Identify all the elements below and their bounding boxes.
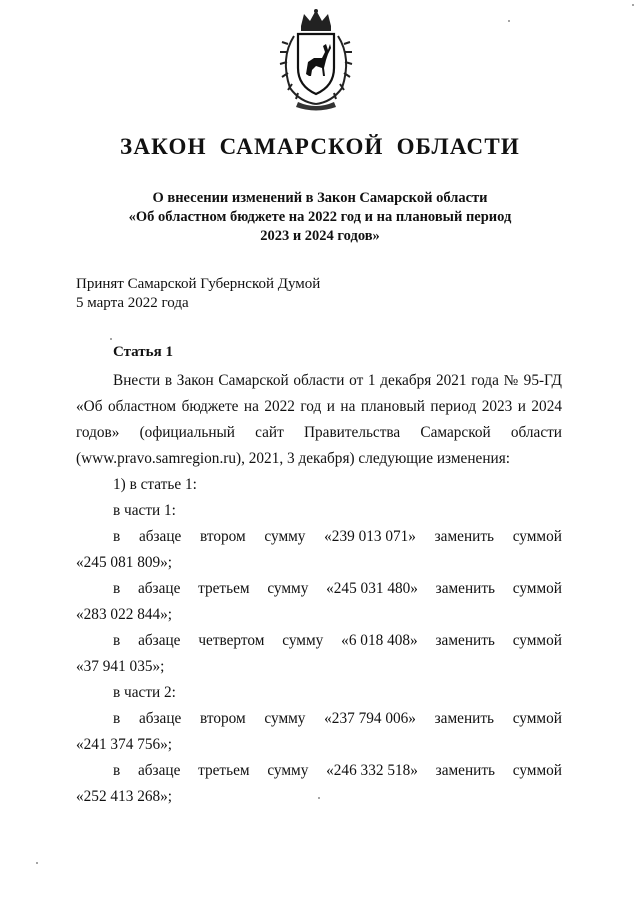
- word: сумму: [267, 580, 309, 597]
- word: в: [113, 528, 121, 545]
- word: суммой: [512, 580, 562, 597]
- word: суммой: [512, 632, 562, 649]
- word: абзаце: [138, 632, 181, 649]
- word: сумму: [264, 528, 306, 545]
- word: абзаце: [137, 762, 181, 779]
- intro-line: Внести в Закон Самарской области от 1 декабря 2021 года: [113, 372, 499, 389]
- item-1: 1) в статье 1:: [113, 476, 197, 493]
- intro-line: 2023 и 2024 годов» (официальный сайт Правительства Самарской области: [76, 398, 562, 441]
- new-amount: «283 022 844»;: [76, 606, 173, 623]
- adoption-date: 5 марта 2022 года: [76, 295, 189, 311]
- scan-speck: [508, 20, 510, 22]
- word: третьем: [198, 762, 250, 779]
- change-item: [76, 576, 562, 628]
- change-line: [76, 628, 562, 654]
- change-line: [76, 758, 562, 784]
- intro-line: № 95-ГД «Об областном бюджете на 2022 год и на плановый период: [76, 372, 562, 415]
- word: в: [113, 762, 121, 779]
- change-item: [76, 706, 562, 758]
- word: втором: [200, 528, 246, 545]
- adoption-info: [76, 275, 320, 313]
- word: сумму: [264, 710, 306, 727]
- part-1-heading: в части 1:: [113, 502, 176, 519]
- new-amount: «241 374 756»;: [76, 736, 173, 753]
- scan-speck: [318, 797, 320, 799]
- part-2-heading: в части 2:: [113, 684, 176, 701]
- change-line: [76, 706, 562, 732]
- word: втором: [200, 710, 246, 727]
- intro-paragraph: [76, 368, 562, 472]
- old-amount: «237 794 006»: [324, 710, 416, 727]
- adoption-body: Принят Самарской Губернской Думой: [76, 276, 321, 292]
- word: абзаце: [138, 710, 182, 727]
- word: заменить: [434, 528, 494, 545]
- scan-speck: [632, 4, 634, 6]
- old-amount: «246 332 518»: [326, 762, 418, 779]
- word: заменить: [435, 632, 495, 649]
- word: в: [113, 580, 121, 597]
- new-amount: «252 413 268»;: [76, 788, 173, 805]
- word: суммой: [512, 710, 562, 727]
- subtitle-line: «Об областном бюджете на 2022 год и на плановый период: [128, 209, 512, 225]
- new-amount: «245 081 809»;: [76, 554, 173, 571]
- change-item: [76, 758, 562, 810]
- word: третьем: [198, 580, 250, 597]
- new-amount: «37 941 035»;: [76, 658, 165, 675]
- word: заменить: [434, 710, 494, 727]
- word: сумму: [267, 762, 309, 779]
- article-title: Статья 1: [113, 344, 173, 360]
- subtitle-line: О внесении изменений в Закон Самарской области: [152, 190, 488, 206]
- word: суммой: [512, 528, 562, 545]
- coat-of-arms-emblem: [268, 8, 364, 112]
- word: в: [113, 632, 121, 649]
- old-amount: «6 018 408»: [341, 632, 418, 649]
- scan-speck: [36, 862, 38, 864]
- change-item: [76, 628, 562, 680]
- law-title: ЗАКОН САМАРСКОЙ ОБЛАСТИ: [120, 134, 520, 159]
- word: сумму: [282, 632, 324, 649]
- change-line: [76, 524, 562, 550]
- law-subtitle: [0, 189, 640, 246]
- word: заменить: [435, 762, 495, 779]
- old-amount: «239 013 071»: [324, 528, 416, 545]
- intro-line: (www.pravo.samregion.ru), 2021, 3 декабря) следующие изменения:: [76, 450, 510, 467]
- scan-speck: [110, 338, 112, 340]
- word: заменить: [435, 580, 495, 597]
- article-body: [76, 368, 562, 810]
- word: абзаце: [138, 528, 182, 545]
- change-line: [76, 576, 562, 602]
- old-amount: «245 031 480»: [326, 580, 418, 597]
- word: суммой: [512, 762, 562, 779]
- change-item: [76, 524, 562, 576]
- word: четвертом: [198, 632, 265, 649]
- word: в: [113, 710, 121, 727]
- subtitle-line: 2023 и 2024 годов»: [260, 228, 380, 244]
- word: абзаце: [137, 580, 181, 597]
